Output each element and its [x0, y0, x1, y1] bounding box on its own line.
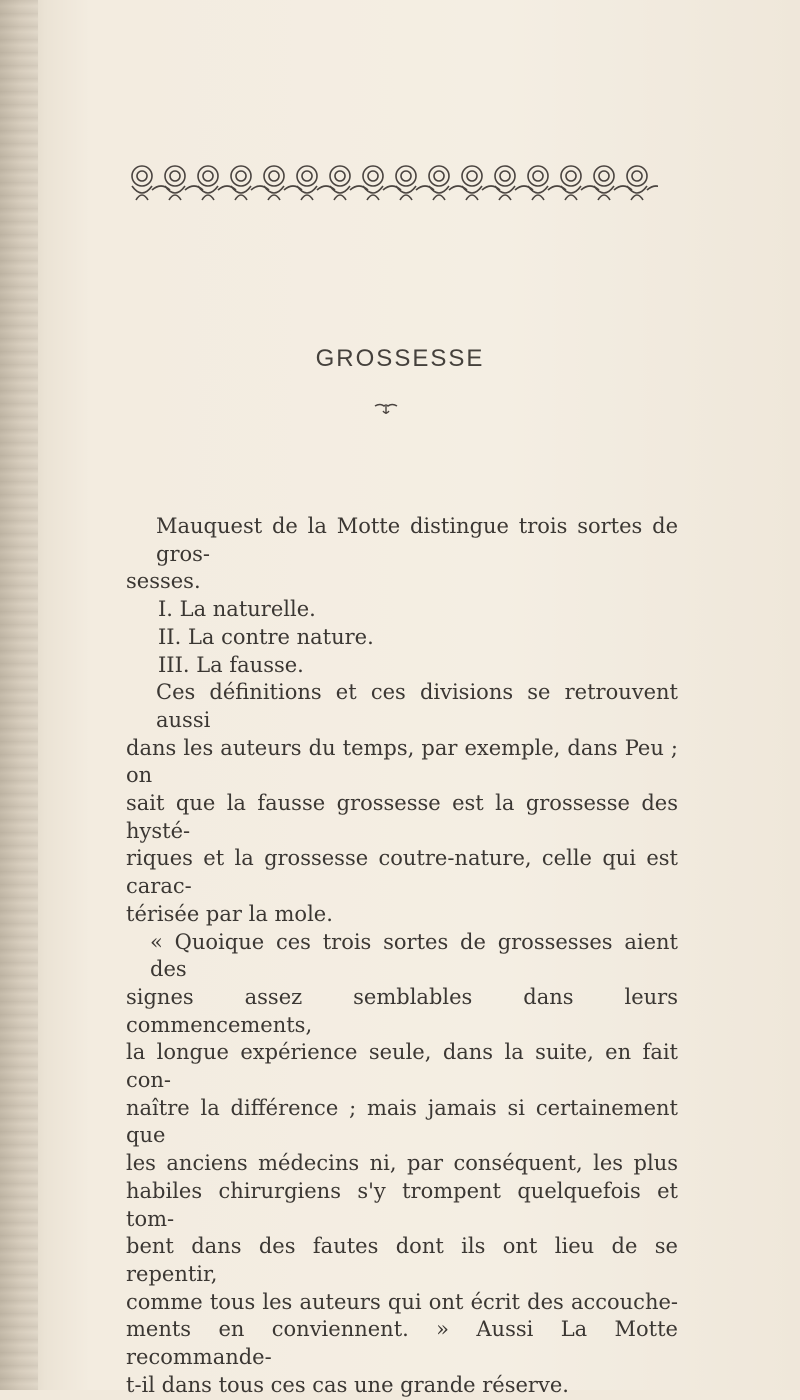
body-text	[126, 513, 678, 1400]
text-line: térisée par la mole.	[126, 901, 333, 926]
page-binding-edge	[0, 0, 38, 1390]
list-item: I. La naturelle.	[158, 597, 316, 622]
text-line: Mauquest de la Motte distingue trois sortes de gros-	[156, 514, 678, 566]
text-line: t-il dans tous ces cas une grande réserve.	[126, 1372, 569, 1397]
list-item: II. La contre nature.	[158, 624, 374, 649]
text-line: comme tous les auteurs qui ont écrit des accouche-	[126, 1289, 678, 1314]
text-line: sait que la fausse grossesse est la grossesse des hysté-	[126, 791, 678, 843]
ornamental-border-band-icon	[128, 160, 658, 210]
text-line: Ces définitions et ces divisions se retrouvent aussi	[156, 680, 678, 732]
text-line: dans les auteurs du temps, par exemple, dans Peu ; on	[126, 735, 678, 788]
text-line: les anciens médecins ni, par conséquent, les plus	[126, 1151, 678, 1176]
text-line: sesses.	[126, 569, 201, 594]
text-line: signes assez semblables dans leurs commencements,	[126, 984, 678, 1037]
text-line: ments en conviennent. » Aussi La Motte recommande-	[126, 1317, 678, 1370]
fleuron-icon	[374, 402, 398, 416]
text-line: habiles chirurgiens s'y trompent quelquefois et tom-	[126, 1178, 678, 1231]
text-line: bent dans des fautes dont ils ont lieu de se repentir,	[126, 1234, 678, 1286]
chapter-title: GROSSESSE	[315, 345, 485, 372]
text-line: « Quoique ces trois sortes de grossesses aient des	[150, 929, 678, 982]
text-line: naître la différence ; mais jamais si certainement que	[126, 1095, 678, 1148]
list-item: III. La fausse.	[158, 652, 304, 677]
text-line: la longue expérience seule, dans la suite, en fait con-	[126, 1040, 678, 1093]
text-line: riques et la grossesse coutre-nature, celle qui est carac-	[126, 846, 678, 899]
